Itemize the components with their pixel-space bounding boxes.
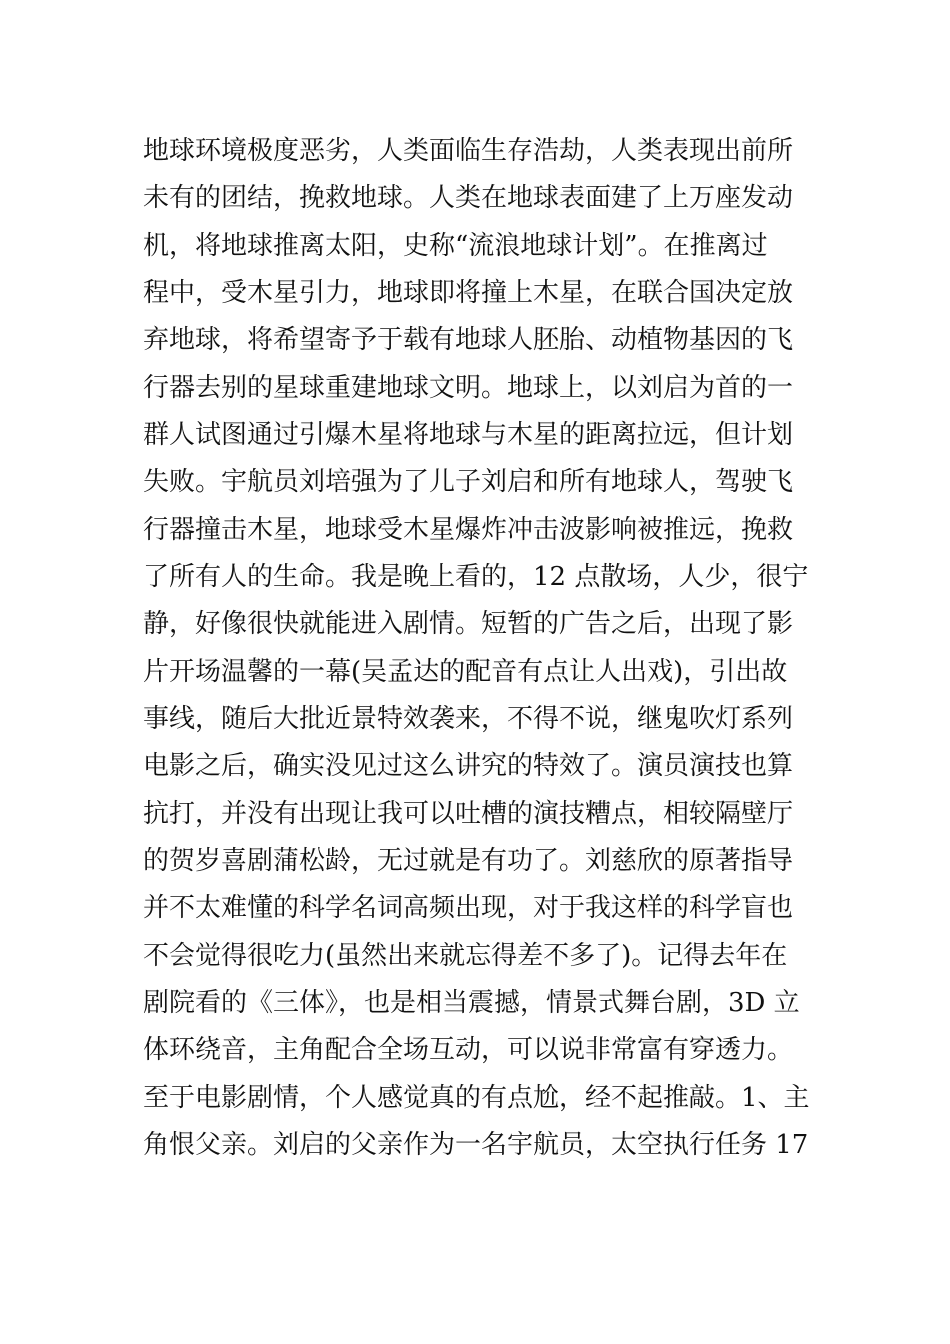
text-line: 剧院看的《三体》，也是相当震撼，情景式舞台剧，3D 立 bbox=[143, 988, 800, 1018]
text-line: 片开场温馨的一幕(吴孟达的配音有点让人出戏)，引出故 bbox=[143, 657, 788, 687]
text-line: 了所有人的生命。我是晚上看的，12 点散场，人少，很宁 bbox=[143, 562, 809, 592]
text-line: 行器撞击木星，地球受木星爆炸冲击波影响被推远，挽救 bbox=[143, 515, 794, 545]
text-line: 并不太难懂的科学名词高频出现，对于我这样的科学盲也 bbox=[143, 893, 794, 923]
text-line: 角恨父亲。刘启的父亲作为一名宇航员，太空执行任务 17 bbox=[143, 1130, 809, 1160]
text-line: 至于电影剧情，个人感觉真的有点尬，经不起推敲。1、主 bbox=[143, 1083, 810, 1113]
text-line: 弃地球，将希望寄予于载有地球人胚胎、动植物基因的飞 bbox=[143, 325, 794, 355]
text-line: 体环绕音，主角配合全场互动，可以说非常富有穿透力。 bbox=[143, 1035, 794, 1065]
text-line: 地球环境极度恶劣，人类面临生存浩劫，人类表现出前所 bbox=[143, 136, 794, 166]
text-line: 不会觉得很吃力(虽然出来就忘得差不多了)。记得去年在 bbox=[143, 941, 788, 971]
text-line: 未有的团结，挽救地球。人类在地球表面建了上万座发动 bbox=[143, 183, 794, 213]
text-line: 静，好像很快就能进入剧情。短暂的广告之后，出现了影 bbox=[143, 609, 794, 639]
text-line: 电影之后，确实没见过这么讲究的特效了。演员演技也算 bbox=[143, 751, 794, 781]
text-line: 的贺岁喜剧蒲松龄，无过就是有功了。刘慈欣的原著指导 bbox=[143, 846, 794, 876]
text-line: 行器去别的星球重建地球文明。地球上，以刘启为首的一 bbox=[143, 373, 794, 403]
text-line: 抗打，并没有出现让我可以吐槽的演技糟点，相较隔壁厅 bbox=[143, 799, 794, 829]
text-line: 事线，随后大批近景特效袭来，不得不说，继鬼吹灯系列 bbox=[143, 704, 794, 734]
text-line: 失败。宇航员刘培强为了儿子刘启和所有地球人，驾驶飞 bbox=[143, 467, 794, 497]
text-line: 群人试图通过引爆木星将地球与木星的距离拉远，但计划 bbox=[143, 420, 794, 450]
text-line: 机，将地球推离太阳，史称“流浪地球计划”。在推离过 bbox=[143, 231, 768, 261]
text-line: 程中，受木星引力，地球即将撞上木星，在联合国决定放 bbox=[143, 278, 794, 308]
